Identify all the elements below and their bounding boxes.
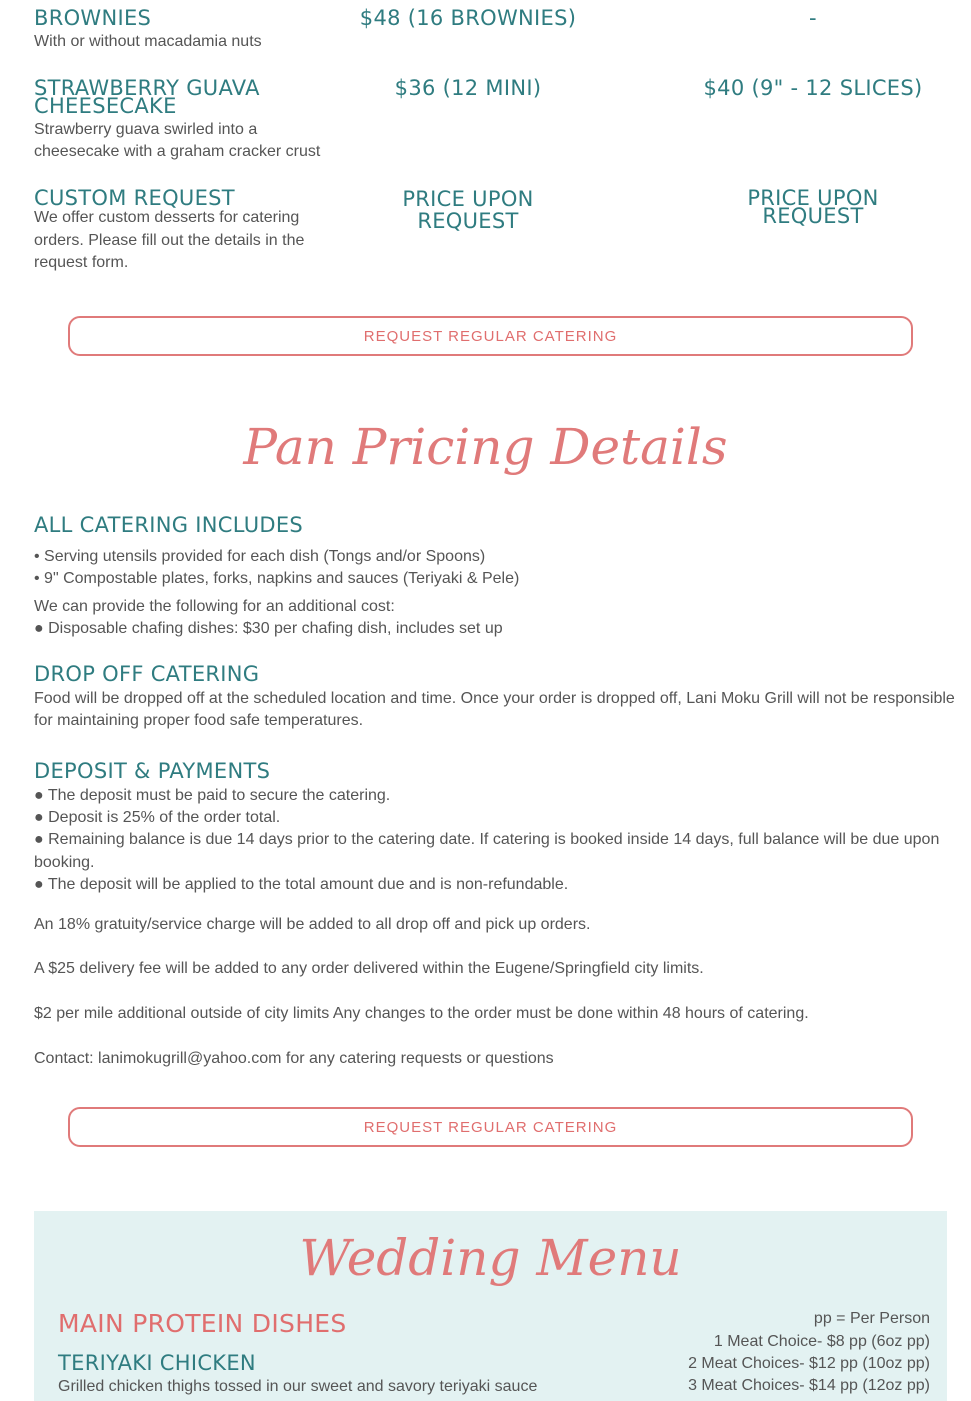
item-name-custom: CUSTOM REQUEST	[34, 186, 235, 210]
includes-item: • 9" Compostable plates, forks, napkins and sauces (Teriyaki & Pele)	[34, 570, 520, 587]
price-large-custom-2: REQUEST	[762, 204, 864, 228]
item-desc-cheesecake-1: Strawberry guava swirled into a	[34, 121, 258, 138]
item-desc-teriyaki-chicken: Grilled chicken thighs tossed in our sweet and savory teriyaki sauce	[58, 1378, 538, 1395]
pan-pricing-title: Pan Pricing Details	[243, 418, 728, 476]
pricing-note: 2 Meat Choices- $12 pp (10oz pp)	[688, 1355, 930, 1372]
contact-suffix: for any catering requests or questions	[281, 1050, 554, 1067]
pricing-note: 3 Meat Choices- $14 pp (12oz pp)	[688, 1377, 930, 1394]
price-large-brownies: -	[809, 6, 817, 30]
dropoff-text-2: for maintaining proper food safe temperatures.	[34, 712, 364, 729]
dropoff-heading: DROP OFF CATERING	[34, 662, 260, 686]
item-desc-brownies: With or without macadamia nuts	[34, 33, 262, 50]
wedding-menu-title: Wedding Menu	[299, 1229, 682, 1287]
item-name-cheesecake-1: STRAWBERRY GUAVA	[34, 76, 260, 100]
deposit-item: ● Deposit is 25% of the order total.	[34, 809, 281, 826]
dropoff-text-1: Food will be dropped off at the scheduled location and time. Once your order is dropped off, Lani Moku Grill will not be responsible	[34, 690, 955, 707]
deposit-item: ● Remaining balance is due 14 days prior to the catering date. If catering is booked inside 14 days, full balance will be due upon	[34, 831, 940, 848]
item-name-teriyaki-chicken: TERIYAKI CHICKEN	[58, 1351, 256, 1375]
price-large-cheesecake: $40 (9" - 12 SLICES)	[703, 76, 923, 100]
includes-item: • Serving utensils provided for each dish (Tongs and/or Spoons)	[34, 548, 486, 565]
item-desc-custom-1: We offer custom desserts for catering	[34, 209, 300, 226]
price-small-custom-1: PRICE UPON	[402, 187, 534, 211]
item-name-brownies: BROWNIES	[34, 6, 152, 30]
item-desc-custom-2: orders. Please fill out the details in the	[34, 232, 305, 249]
price-large-custom-1: PRICE UPON	[747, 186, 879, 210]
request-regular-catering-button[interactable]: REQUEST REGULAR CATERING	[68, 316, 913, 356]
price-small-custom-2: REQUEST	[417, 209, 519, 233]
price-small-brownies: $48 (16 BROWNIES)	[359, 6, 577, 30]
pricing-note: 1 Meat Choice- $8 pp (6oz pp)	[713, 1333, 930, 1350]
price-small-cheesecake: $36 (12 MINI)	[394, 76, 542, 100]
gratuity-note: An 18% gratuity/service charge will be added to all drop off and pick up orders.	[34, 916, 591, 933]
wedding-menu-panel	[34, 1211, 947, 1401]
contact-prefix: Contact:	[34, 1050, 99, 1067]
request-regular-catering-button[interactable]: REQUEST REGULAR CATERING	[68, 1107, 913, 1147]
contact-line	[34, 1048, 554, 1071]
item-desc-custom-3: request form.	[34, 254, 129, 271]
delivery-fee-note: A $25 delivery fee will be added to any order delivered within the Eugene/Springfield city limits.	[34, 960, 704, 977]
mileage-note: $2 per mile additional outside of city limits Any changes to the order must be done within 48 hours of catering.	[34, 1005, 809, 1022]
deposit-heading: DEPOSIT & PAYMENTS	[34, 759, 271, 783]
deposit-item: booking.	[34, 854, 95, 871]
additional-item: ● Disposable chafing dishes: $30 per chafing dish, includes set up	[34, 620, 503, 637]
pricing-note: pp = Per Person	[813, 1310, 930, 1327]
contact-email-link[interactable]: lanimokugrill@yahoo.com	[98, 1050, 282, 1067]
item-name-cheesecake-2: CHEESECAKE	[34, 94, 177, 118]
includes-heading: ALL CATERING INCLUDES	[34, 513, 304, 537]
deposit-item: ● The deposit will be applied to the total amount due and is non-refundable.	[34, 876, 569, 893]
additional-intro: We can provide the following for an additional cost:	[34, 598, 395, 615]
item-desc-cheesecake-2: cheesecake with a graham cracker crust	[34, 143, 321, 160]
main-protein-heading: MAIN PROTEIN DISHES	[58, 1309, 347, 1338]
deposit-item: ● The deposit must be paid to secure the catering.	[34, 787, 391, 804]
